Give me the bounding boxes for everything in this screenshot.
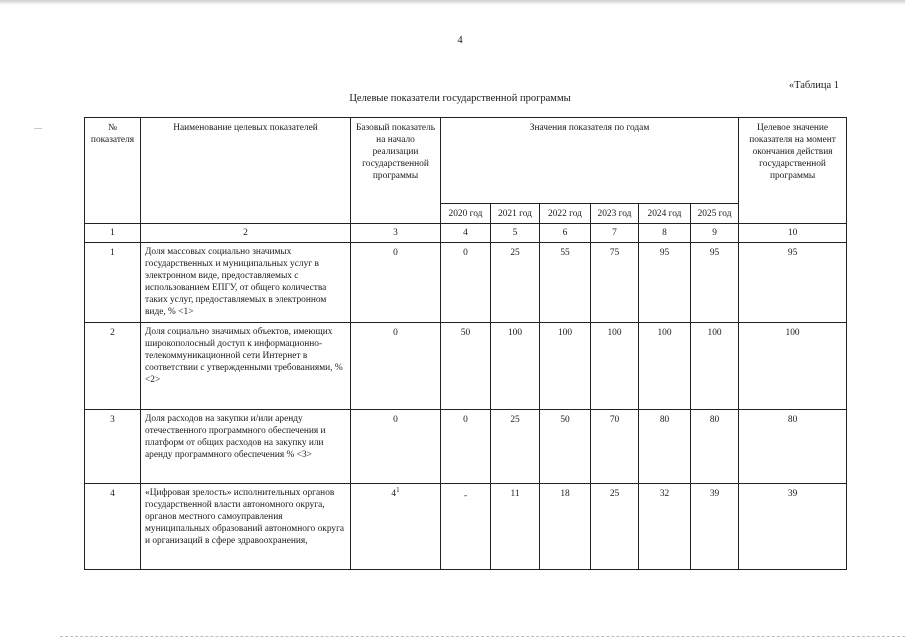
year-value: 100 xyxy=(639,323,691,410)
year-value: 80 xyxy=(639,410,691,484)
table-row xyxy=(85,243,847,323)
table-title: Целевые показатели государственной программы xyxy=(349,93,571,104)
row-number: 2 xyxy=(85,323,141,410)
header-base: Базовый показатель на начало реализации государственной программы xyxy=(351,118,441,224)
header-year: 2024 год xyxy=(639,204,691,224)
year-value: 0 xyxy=(441,410,491,484)
column-number: 8 xyxy=(639,224,691,243)
page-number: 4 xyxy=(457,35,463,46)
year-value: 0 xyxy=(441,243,491,323)
target-value: 95 xyxy=(739,243,847,323)
year-value: 100 xyxy=(691,323,739,410)
column-number: 2 xyxy=(141,224,351,243)
base-value: 0 xyxy=(351,323,441,410)
row-number: 1 xyxy=(85,243,141,323)
header-year: 2025 год xyxy=(691,204,739,224)
year-value: 50 xyxy=(441,323,491,410)
indicator-name: «Цифровая зрелость» исполнительных органов государственной власти автономного округа, органов местного самоуправления муниципальных образований автономного округа и организаций в сфере здравоохранения, xyxy=(141,484,351,570)
year-value: 50 xyxy=(540,410,591,484)
table-label: «Таблица 1 xyxy=(788,80,839,91)
year-value: 25 xyxy=(591,484,639,570)
scan-top-edge xyxy=(0,0,905,5)
year-value: 75 xyxy=(591,243,639,323)
year-value: 100 xyxy=(491,323,540,410)
year-value: 25 xyxy=(491,410,540,484)
column-number: 1 xyxy=(85,224,141,243)
year-value: 95 xyxy=(639,243,691,323)
column-number: 7 xyxy=(591,224,639,243)
year-value: - xyxy=(441,484,491,570)
header-year: 2020 год xyxy=(441,204,491,224)
header-year: 2022 год xyxy=(540,204,591,224)
table-row xyxy=(85,484,847,570)
year-value: 100 xyxy=(540,323,591,410)
row-number: 3 xyxy=(85,410,141,484)
year-value: 100 xyxy=(591,323,639,410)
base-value: 0 xyxy=(351,243,441,323)
scan-bottom-edge xyxy=(60,636,905,638)
table-row xyxy=(85,323,847,410)
column-number: 10 xyxy=(739,224,847,243)
base-value: 0 xyxy=(351,410,441,484)
header-year: 2023 год xyxy=(591,204,639,224)
column-number: 3 xyxy=(351,224,441,243)
indicator-name: Доля расходов на закупки и/или аренду отечественного программного обеспечения и платформ от общих расходов на закупку или аренду программного обеспечения % <3> xyxy=(141,410,351,484)
header-name: Наименование целевых показателей xyxy=(141,118,351,224)
year-value: 95 xyxy=(691,243,739,323)
target-value: 39 xyxy=(739,484,847,570)
year-value: 80 xyxy=(691,410,739,484)
row-number: 4 xyxy=(85,484,141,570)
year-value: 39 xyxy=(691,484,739,570)
target-value: 80 xyxy=(739,410,847,484)
header-number: № показателя xyxy=(85,118,141,224)
column-number: 5 xyxy=(491,224,540,243)
column-number-row xyxy=(85,224,847,243)
header-year: 2021 год xyxy=(491,204,540,224)
year-value: 32 xyxy=(639,484,691,570)
indicator-name: Доля массовых социально значимых государственных и муниципальных услуг в электронном виде, предоставляемых с использованием ЕПГУ, от общего количества таких услуг, предоставляемых в электронном виде, % <1> xyxy=(141,243,351,323)
scan-margin-mark xyxy=(34,128,42,129)
column-number: 6 xyxy=(540,224,591,243)
header-years-group: Значения показателя по годам xyxy=(441,118,739,204)
indicators-table xyxy=(84,117,847,570)
column-number: 9 xyxy=(691,224,739,243)
year-value: 25 xyxy=(491,243,540,323)
column-number: 4 xyxy=(441,224,491,243)
indicator-name: Доля социально значимых объектов, имеющих широкополосный доступ к информационно-телекоммуникационной сети Интернет в соответствии с утвержденными требованиями, % <2> xyxy=(141,323,351,410)
year-value: 55 xyxy=(540,243,591,323)
header-target: Целевое значение показателя на момент окончания действия государственной программы xyxy=(739,118,847,224)
year-value: 70 xyxy=(591,410,639,484)
base-value: $4^1$ xyxy=(351,484,441,570)
table-row xyxy=(85,410,847,484)
year-value: 11 xyxy=(491,484,540,570)
target-value: 100 xyxy=(739,323,847,410)
year-value: 18 xyxy=(540,484,591,570)
